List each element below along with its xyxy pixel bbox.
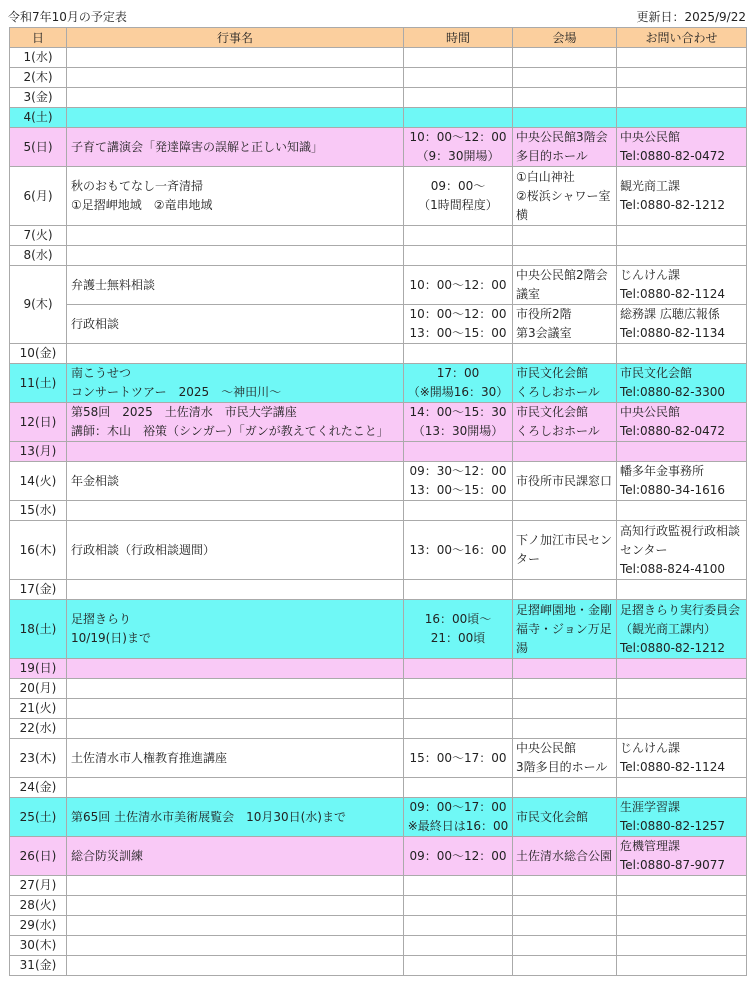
table-row bbox=[10, 778, 747, 798]
table-row bbox=[10, 344, 747, 364]
time-cell bbox=[404, 896, 513, 916]
time-cell bbox=[404, 88, 513, 108]
event-cell bbox=[67, 956, 404, 976]
contact-cell bbox=[617, 719, 747, 739]
contact-cell bbox=[617, 837, 747, 876]
table-row bbox=[10, 167, 747, 226]
event-cell bbox=[67, 936, 404, 956]
venue-cell-line: 足摺岬園地・金剛 bbox=[516, 602, 613, 617]
venue-cell-line: くろしおホール bbox=[516, 424, 600, 438]
contact-cell bbox=[617, 88, 747, 108]
event-cell-line: ①足摺岬地域 ②竜串地域 bbox=[71, 198, 213, 212]
contact-cell bbox=[617, 896, 747, 916]
table-row bbox=[10, 580, 747, 600]
day-cell: 29(水) bbox=[10, 916, 67, 936]
day-cell: 20(月) bbox=[10, 679, 67, 699]
contact-cell-line: Tel:0880-82-1212 bbox=[620, 198, 726, 212]
event-cell bbox=[67, 501, 404, 521]
event-cell bbox=[67, 798, 404, 837]
contact-cell-line: 足摺きらり実行委員会 bbox=[620, 602, 741, 617]
event-cell-line: 行政相談（行政相談週間） bbox=[71, 542, 216, 557]
time-cell-line: 16：00頃～ bbox=[424, 612, 492, 626]
venue-cell-line: 福寺・ジョン万足 bbox=[516, 621, 612, 636]
event-cell bbox=[67, 699, 404, 719]
venue-cell-line: ター bbox=[516, 552, 541, 566]
venue-cell bbox=[513, 936, 617, 956]
table-row bbox=[10, 226, 747, 246]
day-cell: 24(金) bbox=[10, 778, 67, 798]
day-cell: 22(水) bbox=[10, 719, 67, 739]
table-row bbox=[10, 501, 747, 521]
time-cell bbox=[404, 916, 513, 936]
venue-cell bbox=[513, 719, 617, 739]
venue-cell bbox=[513, 896, 617, 916]
table-row bbox=[10, 48, 747, 68]
event-cell bbox=[67, 679, 404, 699]
venue-cell bbox=[513, 88, 617, 108]
venue-cell bbox=[513, 679, 617, 699]
time-cell bbox=[404, 167, 513, 226]
venue-cell bbox=[513, 778, 617, 798]
venue-cell-line: くろしおホール bbox=[516, 385, 600, 399]
day-cell: 12(日) bbox=[10, 403, 67, 442]
event-cell bbox=[67, 128, 404, 167]
event-cell bbox=[67, 916, 404, 936]
time-cell bbox=[404, 837, 513, 876]
contact-cell-line: Tel:0880-82-1257 bbox=[620, 819, 726, 833]
contact-cell-line: （観光商工課内） bbox=[620, 621, 717, 636]
time-cell-line: （13：30開場） bbox=[412, 424, 504, 438]
day-cell: 21(火) bbox=[10, 699, 67, 719]
venue-cell-line: ①白山神社 bbox=[516, 169, 575, 184]
contact-cell-line: Tel:0880-34-1616 bbox=[620, 483, 726, 497]
contact-cell bbox=[617, 580, 747, 600]
time-cell-line: 09：00～17：00 bbox=[409, 800, 507, 814]
contact-cell-line: Tel:0880-82-0472 bbox=[620, 424, 726, 438]
contact-cell-line: 生涯学習課 bbox=[620, 800, 681, 814]
venue-cell-line: 横 bbox=[516, 207, 529, 222]
time-cell bbox=[404, 128, 513, 167]
time-cell bbox=[404, 679, 513, 699]
venue-cell bbox=[513, 956, 617, 976]
day-cell: 26(日) bbox=[10, 837, 67, 876]
contact-cell-line: じんけん課 bbox=[620, 268, 681, 282]
venue-cell-line: 中央公民館 bbox=[516, 741, 577, 755]
table-row bbox=[10, 896, 747, 916]
contact-cell bbox=[617, 344, 747, 364]
venue-cell bbox=[513, 798, 617, 837]
day-cell: 11(土) bbox=[10, 364, 67, 403]
contact-cell-line: 総務課 広聴広報係 bbox=[620, 307, 720, 321]
venue-cell bbox=[513, 876, 617, 896]
contact-cell bbox=[617, 462, 747, 501]
event-cell bbox=[67, 246, 404, 266]
contact-cell-line: 市民文化会館 bbox=[620, 366, 693, 380]
table-row bbox=[10, 364, 747, 403]
day-cell: 1(水) bbox=[10, 48, 67, 68]
time-cell bbox=[404, 600, 513, 659]
event-cell-line: 足摺きらり bbox=[71, 612, 132, 626]
event-cell bbox=[67, 896, 404, 916]
venue-cell-line: 中央公民館2階会 bbox=[516, 268, 608, 282]
venue-cell bbox=[513, 442, 617, 462]
time-cell-line: 09：00～ bbox=[430, 179, 486, 193]
venue-cell bbox=[513, 580, 617, 600]
day-cell: 23(木) bbox=[10, 739, 67, 778]
time-cell bbox=[404, 956, 513, 976]
contact-cell bbox=[617, 778, 747, 798]
time-cell bbox=[404, 442, 513, 462]
day-cell: 27(月) bbox=[10, 876, 67, 896]
contact-cell bbox=[617, 108, 747, 128]
venue-cell-line: 多目的ホール bbox=[516, 149, 588, 163]
time-cell-line: 10：00～12：00 bbox=[409, 277, 507, 292]
venue-cell bbox=[513, 68, 617, 88]
day-cell: 10(金) bbox=[10, 344, 67, 364]
venue-cell-line: 市民文化会館 bbox=[516, 366, 589, 380]
contact-cell-line: Tel:0880-82-3300 bbox=[620, 385, 726, 399]
contact-cell bbox=[617, 226, 747, 246]
time-cell-line: 21：00頃 bbox=[430, 631, 486, 645]
time-cell-line: 09：30～12：00 bbox=[409, 464, 507, 478]
time-cell bbox=[404, 364, 513, 403]
time-cell-line: （※開場16：30） bbox=[407, 385, 509, 399]
table-row bbox=[10, 876, 747, 896]
time-cell bbox=[404, 48, 513, 68]
column-header-day: 日 bbox=[10, 28, 67, 48]
venue-cell bbox=[513, 521, 617, 580]
contact-cell-line: Tel:088-824-4100 bbox=[620, 561, 726, 576]
contact-cell-line: 危機管理課 bbox=[620, 839, 681, 853]
event-cell-line: 弁護士無料相談 bbox=[71, 277, 156, 292]
table-row bbox=[10, 246, 747, 266]
event-cell bbox=[67, 68, 404, 88]
contact-cell-line: Tel:0880-82-1124 bbox=[620, 287, 726, 301]
venue-cell bbox=[513, 462, 617, 501]
day-cell: 4(土) bbox=[10, 108, 67, 128]
contact-cell-line: センター bbox=[620, 542, 668, 557]
contact-cell bbox=[617, 936, 747, 956]
table-row bbox=[10, 521, 747, 580]
event-cell bbox=[67, 778, 404, 798]
day-cell: 19(日) bbox=[10, 659, 67, 679]
venue-cell bbox=[513, 344, 617, 364]
contact-cell-line: 幡多年金事務所 bbox=[620, 464, 705, 478]
time-cell bbox=[404, 246, 513, 266]
venue-cell bbox=[513, 739, 617, 778]
venue-cell bbox=[513, 916, 617, 936]
day-cell: 16(木) bbox=[10, 521, 67, 580]
contact-cell-line: Tel:0880-82-1134 bbox=[620, 326, 726, 340]
time-cell bbox=[404, 778, 513, 798]
event-cell bbox=[67, 521, 404, 580]
contact-cell bbox=[617, 246, 747, 266]
event-cell bbox=[67, 659, 404, 679]
time-cell bbox=[404, 659, 513, 679]
contact-cell-line: 中央公民館 bbox=[620, 405, 681, 419]
time-cell-line: ※最終日は16：00 bbox=[407, 819, 509, 833]
event-cell bbox=[67, 88, 404, 108]
time-cell bbox=[404, 580, 513, 600]
day-cell: 31(金) bbox=[10, 956, 67, 976]
contact-cell bbox=[617, 442, 747, 462]
table-row bbox=[10, 699, 747, 719]
contact-cell bbox=[617, 699, 747, 719]
time-cell bbox=[404, 68, 513, 88]
table-row bbox=[10, 108, 747, 128]
table-row bbox=[10, 837, 747, 876]
contact-cell bbox=[617, 659, 747, 679]
column-header-event: 行事名 bbox=[67, 28, 404, 48]
event-cell bbox=[67, 266, 404, 305]
table-row bbox=[10, 462, 747, 501]
venue-cell bbox=[513, 226, 617, 246]
day-cell: 14(火) bbox=[10, 462, 67, 501]
event-cell bbox=[67, 48, 404, 68]
time-cell-line: （9：30開場） bbox=[416, 149, 500, 163]
venue-cell bbox=[513, 501, 617, 521]
schedule-table bbox=[9, 27, 747, 976]
contact-cell-line: Tel:0880-82-1124 bbox=[620, 760, 726, 774]
day-cell: 9(木) bbox=[10, 266, 67, 344]
venue-cell-line: 土佐清水総合公園 bbox=[516, 848, 613, 863]
time-cell-line: （1時間程度） bbox=[418, 198, 498, 212]
venue-cell bbox=[513, 128, 617, 167]
event-cell bbox=[67, 462, 404, 501]
venue-cell-line: ②桜浜シャワー室 bbox=[516, 188, 611, 203]
time-cell-line: 15：00～17：00 bbox=[409, 750, 507, 765]
venue-cell bbox=[513, 266, 617, 305]
contact-cell-line: 観光商工課 bbox=[620, 179, 681, 193]
venue-cell bbox=[513, 600, 617, 659]
event-cell bbox=[67, 108, 404, 128]
column-header-venue: 会場 bbox=[513, 28, 617, 48]
time-cell bbox=[404, 403, 513, 442]
event-cell bbox=[67, 876, 404, 896]
event-cell bbox=[67, 167, 404, 226]
day-cell: 15(水) bbox=[10, 501, 67, 521]
table-row bbox=[10, 719, 747, 739]
updated-date: 更新日：2025/9/22 bbox=[636, 10, 746, 24]
day-cell: 8(水) bbox=[10, 246, 67, 266]
venue-cell-line: 湯 bbox=[516, 640, 529, 655]
event-cell bbox=[67, 739, 404, 778]
contact-cell-line: じんけん課 bbox=[620, 741, 681, 755]
event-cell bbox=[67, 364, 404, 403]
event-cell bbox=[67, 600, 404, 659]
venue-cell bbox=[513, 305, 617, 344]
table-row bbox=[10, 798, 747, 837]
venue-cell bbox=[513, 167, 617, 226]
event-cell-line: コンサートツアー 2025 ～神田川～ bbox=[71, 385, 282, 399]
venue-cell-line: 市民文化会館 bbox=[516, 809, 589, 824]
venue-cell-line: 市役所市民課窓口 bbox=[516, 473, 613, 488]
contact-cell bbox=[617, 167, 747, 226]
column-header-time: 時間 bbox=[404, 28, 513, 48]
contact-cell bbox=[617, 68, 747, 88]
table-row bbox=[10, 659, 747, 679]
contact-cell bbox=[617, 403, 747, 442]
contact-cell-line: 中央公民館 bbox=[620, 130, 681, 144]
table-row bbox=[10, 956, 747, 976]
event-cell bbox=[67, 442, 404, 462]
table-row bbox=[10, 266, 747, 305]
venue-cell bbox=[513, 246, 617, 266]
time-cell-line: 13：00～16：00 bbox=[409, 542, 507, 557]
event-cell-line: 10/19(日)まで bbox=[71, 631, 151, 645]
event-cell bbox=[67, 719, 404, 739]
contact-cell bbox=[617, 266, 747, 305]
time-cell-line: 13：00～15：00 bbox=[409, 483, 507, 497]
venue-cell-line: 市民文化会館 bbox=[516, 405, 589, 419]
venue-cell-line: 3階多目的ホール bbox=[516, 760, 608, 774]
venue-cell bbox=[513, 837, 617, 876]
time-cell-line: 14：00～15：30 bbox=[409, 405, 507, 419]
page-title: 令和7年10月の予定表 bbox=[8, 10, 127, 24]
contact-cell bbox=[617, 956, 747, 976]
event-cell-line: 南こうせつ bbox=[71, 366, 132, 380]
day-cell: 25(土) bbox=[10, 798, 67, 837]
time-cell bbox=[404, 521, 513, 580]
venue-cell bbox=[513, 403, 617, 442]
time-cell-line: 13：00～15：00 bbox=[409, 326, 507, 340]
time-cell bbox=[404, 739, 513, 778]
time-cell bbox=[404, 501, 513, 521]
table-row bbox=[10, 68, 747, 88]
day-cell: 2(木) bbox=[10, 68, 67, 88]
day-cell: 28(火) bbox=[10, 896, 67, 916]
table-row bbox=[10, 88, 747, 108]
event-cell-line: 総合防災訓練 bbox=[71, 848, 144, 863]
day-cell: 18(土) bbox=[10, 600, 67, 659]
schedule-body bbox=[10, 48, 747, 976]
venue-cell bbox=[513, 48, 617, 68]
event-cell bbox=[67, 580, 404, 600]
time-cell bbox=[404, 108, 513, 128]
table-row bbox=[10, 916, 747, 936]
event-cell-line: 秋のおもてなし一斉清掃 bbox=[71, 179, 204, 193]
day-cell: 17(金) bbox=[10, 580, 67, 600]
contact-cell bbox=[617, 501, 747, 521]
venue-cell bbox=[513, 699, 617, 719]
time-cell bbox=[404, 699, 513, 719]
time-cell bbox=[404, 305, 513, 344]
day-cell: 5(日) bbox=[10, 128, 67, 167]
table-row bbox=[10, 128, 747, 167]
contact-cell bbox=[617, 876, 747, 896]
table-row bbox=[10, 600, 747, 659]
contact-cell bbox=[617, 521, 747, 580]
event-cell-line: 年金相談 bbox=[71, 473, 120, 488]
venue-cell-line: 中央公民館3階会 bbox=[516, 130, 608, 144]
time-cell bbox=[404, 719, 513, 739]
contact-cell bbox=[617, 305, 747, 344]
venue-cell-line: 議室 bbox=[516, 287, 541, 301]
day-cell: 3(金) bbox=[10, 88, 67, 108]
contact-cell bbox=[617, 679, 747, 699]
time-cell bbox=[404, 226, 513, 246]
day-cell: 7(火) bbox=[10, 226, 67, 246]
venue-cell-line: 市役所2階 bbox=[516, 307, 572, 321]
table-row bbox=[10, 936, 747, 956]
contact-cell-line: Tel:0880-87-9077 bbox=[620, 858, 726, 872]
column-header-contact: お問い合わせ bbox=[617, 28, 747, 48]
contact-cell bbox=[617, 798, 747, 837]
contact-cell-line: 高知行政監視行政相談 bbox=[620, 523, 741, 538]
event-cell-line: 第65回 土佐清水市美術展覧会 10月30日(水)まで bbox=[71, 809, 346, 824]
event-cell-line: 土佐清水市人権教育推進講座 bbox=[71, 750, 228, 765]
contact-cell bbox=[617, 600, 747, 659]
time-cell bbox=[404, 798, 513, 837]
event-cell-line: 行政相談 bbox=[71, 316, 120, 331]
time-cell-line: 09：00～12：00 bbox=[409, 848, 507, 863]
contact-cell-line: Tel:0880-82-0472 bbox=[620, 149, 726, 163]
event-cell bbox=[67, 305, 404, 344]
table-row bbox=[10, 305, 747, 344]
event-cell-line: 第58回 2025 土佐清水 市民大学講座 bbox=[71, 405, 297, 419]
time-cell-line: 10：00～12：00 bbox=[409, 130, 507, 144]
time-cell bbox=[404, 876, 513, 896]
day-cell: 6(月) bbox=[10, 167, 67, 226]
event-cell bbox=[67, 837, 404, 876]
contact-cell bbox=[617, 739, 747, 778]
time-cell-line: 17：00 bbox=[436, 366, 480, 380]
event-cell bbox=[67, 226, 404, 246]
contact-cell bbox=[617, 916, 747, 936]
contact-cell bbox=[617, 128, 747, 167]
day-cell: 13(月) bbox=[10, 442, 67, 462]
time-cell-line: 10：00～12：00 bbox=[409, 307, 507, 321]
table-row bbox=[10, 403, 747, 442]
venue-cell bbox=[513, 364, 617, 403]
time-cell bbox=[404, 266, 513, 305]
time-cell bbox=[404, 344, 513, 364]
contact-cell bbox=[617, 48, 747, 68]
table-row bbox=[10, 442, 747, 462]
table-header-row bbox=[10, 28, 747, 48]
event-cell-line: 子育て講演会「発達障害の誤解と正しい知識」 bbox=[71, 139, 324, 154]
table-row bbox=[10, 679, 747, 699]
day-cell: 30(木) bbox=[10, 936, 67, 956]
venue-cell-line: 第3会議室 bbox=[516, 326, 572, 340]
contact-cell bbox=[617, 364, 747, 403]
venue-cell bbox=[513, 659, 617, 679]
venue-cell-line: 下ノ加江市民セン bbox=[516, 533, 613, 547]
venue-cell bbox=[513, 108, 617, 128]
event-cell bbox=[67, 344, 404, 364]
time-cell bbox=[404, 936, 513, 956]
time-cell bbox=[404, 462, 513, 501]
event-cell-line: 講師：木山 裕策（シンガー）「ガンが教えてくれたこと」 bbox=[71, 424, 389, 438]
event-cell bbox=[67, 403, 404, 442]
contact-cell-line: Tel:0880-82-1212 bbox=[620, 640, 726, 655]
table-row bbox=[10, 739, 747, 778]
